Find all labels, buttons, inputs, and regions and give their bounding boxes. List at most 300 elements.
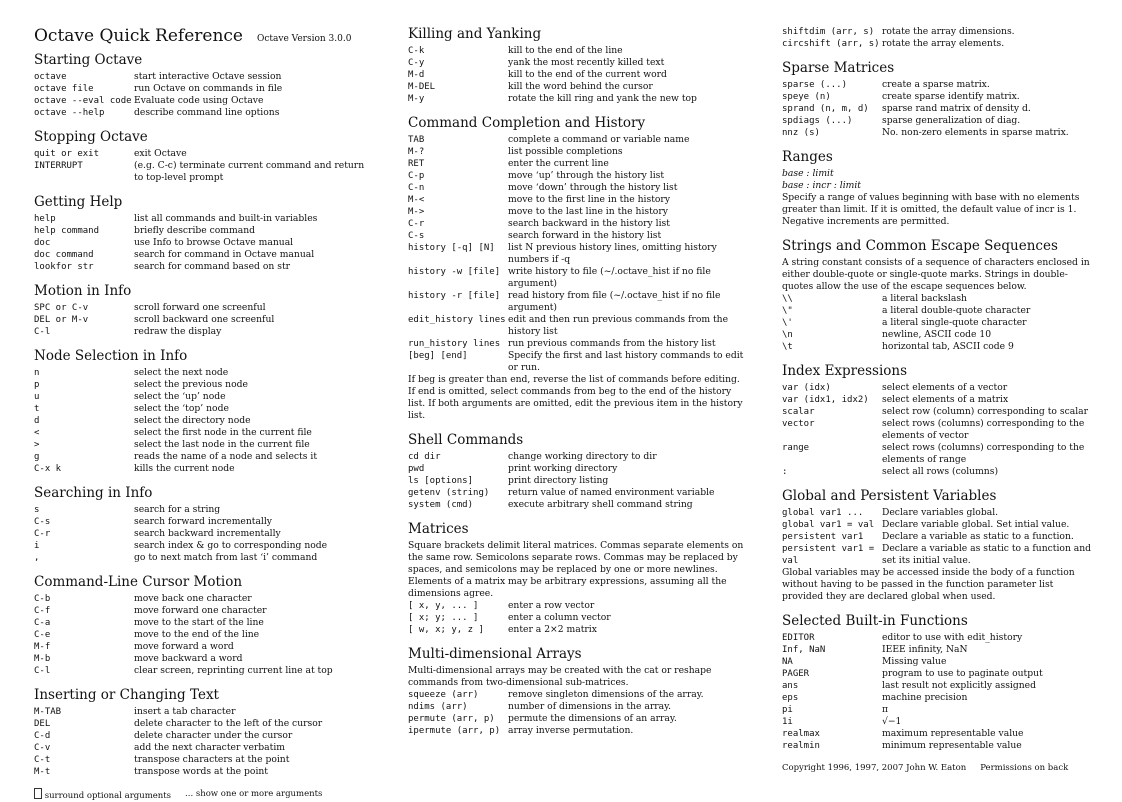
reference-row [782,519,1092,531]
reference-row [408,338,744,350]
section-title: Inserting or Changing Text [34,687,219,703]
reference-row [408,242,744,266]
command-description: run previous commands from the history list [508,338,716,349]
command-description: search for command in Octave manual [134,249,315,260]
reference-row [782,680,1092,692]
command-key: sprand (n, m, d) [782,104,869,114]
reference-row [408,713,744,725]
section-title: Stopping Octave [34,129,148,145]
section-title: Matrices [408,521,469,537]
reference-row [34,754,370,766]
command-description: move to the last line in the history [508,206,668,217]
command-description: rotate the array dimensions. [882,26,1015,37]
command-key: s [34,505,40,515]
command-description: execute arbitrary shell command string [508,499,693,510]
command-description: change working directory to dir [508,451,657,462]
command-key: > [34,440,40,450]
command-key: history -r [file] [408,291,501,301]
command-key: C-x k [34,464,62,474]
section-matrices [408,521,744,636]
reference-row [34,367,370,379]
command-key: \n [782,330,793,340]
column-1 [34,26,370,802]
reference-row [782,418,1092,442]
command-description: create sparse identify matrix. [882,91,1020,102]
reference-row [34,71,370,83]
command-key: lookfor str [34,262,94,272]
command-key: n [34,368,40,378]
command-description: briefly describe command [134,225,256,236]
command-description: kill to the end of the line [508,45,623,56]
section-paragraph: If beg is greater than end, reverse the list of commands before editing. If end is omitted, select commands from beg to the end of the history list. If both arguments are omitted, edit the previous item in the history list. [408,374,743,421]
command-key: M-> [408,207,425,217]
command-description: scroll forward one screenful [134,302,266,313]
reference-row [34,225,370,237]
section-paragraph: Square brackets delimit literal matrices. Commas separate elements on the same row. Semicolons separate rows. Commas may be replaced by spaces, and semicolons may be replaced by one or more newlines. Elements of a matrix may be arbitrary expressions, assuming all the dimensions agree. [408,540,744,599]
command-description: read history from file (~/.octave_hist if no file argument) [508,290,721,313]
command-description: permute the dimensions of an array. [508,713,677,724]
command-key: eps [782,693,799,703]
reference-row [782,394,1092,406]
command-description: rotate the kill ring and yank the new top [508,93,697,104]
command-description: print working directory [508,463,618,474]
command-description: Evaluate code using Octave [134,95,264,106]
reference-row [408,314,744,338]
command-description: Missing value [882,656,947,667]
section-shell-commands [408,432,744,511]
command-key: d [34,416,40,426]
command-key: C-l [34,666,51,676]
command-description: array inverse permutation. [508,725,634,736]
section-strings-and-common-escape-sequences [782,238,1092,353]
command-key: var (idx) [782,383,831,393]
command-description: machine precision [882,692,968,703]
command-key: octave --eval code [34,96,132,106]
command-description: select row (column) corresponding to scalar [882,406,1089,417]
reference-row [408,218,744,230]
reference-row [34,427,370,439]
command-key: pi [782,705,793,715]
reference-row [408,158,744,170]
command-description: enter a column vector [508,612,611,623]
reference-row [408,701,744,713]
command-key: [ w, x; y, z ] [408,625,484,635]
command-key: M-f [34,642,51,652]
section-title: Node Selection in Info [34,348,188,364]
command-description: Declare variables global. [882,507,999,518]
version-label: Octave Version 3.0.0 [256,34,352,44]
command-description: write history to file (~/.octave_hist if no file argument) [508,266,711,289]
section-title: Command-Line Cursor Motion [34,574,243,590]
command-key: \t [782,342,793,352]
section-paragraph: Specify a range of values beginning with base with no elements greater than limit. If it is omitted, the default value of incr is 1. Negative increments are permitted. [782,192,1080,227]
reference-row [34,641,370,653]
reference-row [408,134,744,146]
command-key: [ x; y; ... ] [408,613,479,623]
reference-row [408,266,744,290]
reference-row [408,290,744,314]
command-key: \' [782,318,793,328]
command-description: transpose words at the point [134,766,268,777]
command-key: < [34,428,40,438]
command-key: RET [408,159,425,169]
reference-row [34,540,370,552]
command-description: move back one character [134,593,252,604]
legend-row [34,788,370,802]
permissions-text: Permissions on back [980,763,1069,773]
command-description: exit Octave [134,148,187,159]
command-key: C-r [34,529,51,539]
command-description: insert a tab character [134,706,236,717]
reference-row [34,95,370,107]
command-description: maximum representable value [882,728,1024,739]
command-key: sparse (...) [782,80,848,90]
command-key: M-b [34,654,51,664]
command-description: a literal double-quote character [882,305,1031,316]
reference-row [782,406,1092,418]
command-key: SPC or C-v [34,303,89,313]
command-description: select the previous node [134,379,248,390]
command-key: M-y [408,94,425,104]
command-key: PAGER [782,669,810,679]
command-description: print directory listing [508,475,609,486]
command-key: \" [782,306,793,316]
command-description: move ‘up’ through the history list [508,170,665,181]
reference-row [408,69,744,81]
command-description: use Info to browse Octave manual [134,237,294,248]
command-description: return value of named environment variable [508,487,715,498]
reference-row [34,665,370,677]
command-key: [beg] [end] [408,351,468,361]
reference-row [34,314,370,326]
command-description: complete a command or variable name [508,134,690,145]
reference-row [408,230,744,242]
section-title: Motion in Info [34,283,132,299]
reference-row [782,543,1092,567]
reference-row [34,83,370,95]
title-row [34,26,370,46]
reference-row [34,766,370,778]
command-key: C-d [34,731,51,741]
command-description: describe command line options [134,107,280,118]
command-key: quit or exit [34,149,100,159]
command-key: u [34,392,40,402]
section-sparse-matrices [782,60,1092,139]
command-description: list N previous history lines, omitting history numbers if -q [508,242,717,265]
command-description: horizontal tab, ASCII code 9 [882,341,1014,352]
reference-row [408,194,744,206]
section-ranges [782,149,1092,228]
command-key: M-t [34,767,51,777]
reference-row [782,305,1092,317]
command-description: select all rows (columns) [882,466,999,477]
section-title: Searching in Info [34,485,153,501]
command-description: select the first node in the current file [134,427,312,438]
section-multi-dimensional-arrays [408,646,744,737]
command-key: Inf, NaN [782,645,826,655]
reference-row [408,45,744,57]
reference-row [782,716,1092,728]
range-syntax: base : incr : limit [782,180,861,191]
reference-row [34,415,370,427]
section-killing-and-yanking [408,26,744,105]
command-key: octave file [34,84,94,94]
command-description: Specify the first and last history commands to edit or run. [508,350,744,373]
reference-row [34,653,370,665]
reference-row [408,499,744,511]
section-title: Global and Persistent Variables [782,488,997,504]
command-description: start interactive Octave session [134,71,282,82]
reference-row [34,451,370,463]
command-key: edit_history lines [408,315,506,325]
command-key: getenv (string) [408,488,490,498]
command-description: number of dimensions in the array. [508,701,672,712]
page-title: Octave Quick Reference [34,26,243,46]
command-description: search for command based on str [134,261,291,272]
command-key: i [34,541,40,551]
command-description: delete character under the cursor [134,730,293,741]
command-description: Declare a variable as static to a function and set its initial value. [882,543,1092,566]
reference-row [34,403,370,415]
command-key: p [34,380,40,390]
reference-row [782,704,1092,716]
section-paragraph: Multi-dimensional arrays may be created with the cat or reshape commands from two-dimensional sub-matrices. [408,665,712,688]
command-key: octave --help [34,108,105,118]
command-description: sparse generalization of diag. [882,115,1021,126]
command-description: move to the end of the line [134,629,260,640]
command-key: g [34,452,40,462]
reference-row [408,475,744,487]
command-key: history -w [file] [408,267,501,277]
reference-row [782,127,1092,139]
command-key: t [34,404,40,414]
command-description: move to the first line in the history [508,194,671,205]
command-description: IEEE infinity, NaN [882,644,968,655]
reference-row [782,79,1092,91]
reference-row [34,742,370,754]
command-description: go to next match from last ‘i’ command [134,552,318,563]
command-key: system (cmd) [408,500,474,510]
reference-row [782,644,1092,656]
range-syntax: base : limit [782,168,834,179]
command-key: realmax [782,729,820,739]
command-description: Declare a variable as static to a function. [882,531,1074,542]
col2-sections [408,26,744,737]
reference-row [408,487,744,499]
command-key: realmin [782,741,820,751]
section-command-completion-and-history [408,115,744,422]
reference-row [34,516,370,528]
command-key: run_history lines [408,339,501,349]
command-key: DEL or M-v [34,315,89,325]
command-description: minimum representable value [882,740,1022,751]
command-description: search index & go to corresponding node [134,540,328,551]
reference-row [782,692,1092,704]
command-description: select the ‘top’ node [134,403,229,414]
command-key: \\ [782,294,793,304]
command-description: a literal backslash [882,293,967,304]
section-title: Sparse Matrices [782,60,895,76]
command-key: ipermute (arr, p) [408,726,501,736]
section-title: Ranges [782,149,833,165]
command-key: global var1 = val [782,520,875,530]
command-key: circshift (arr, s) [782,39,880,49]
command-key: C-l [34,327,51,337]
reference-row [782,115,1092,127]
section-paragraph: A string constant consists of a sequence of characters enclosed in either double-quote or single-quote marks. Strings in double-quotes allow the use of the escape sequences below. [782,257,1090,292]
section-cont-0 [782,26,1092,50]
command-key: C-a [34,618,51,628]
reference-row [782,466,1092,478]
command-key: help command [34,226,100,236]
reference-row [408,612,744,624]
command-key: scalar [782,407,815,417]
command-description: search backward in the history list [508,218,670,229]
section-paragraph: Global variables may be accessed inside the body of a function without having to be passed in the function parameter list provided they are declared global when used. [782,567,1075,602]
reference-row [408,146,744,158]
section-global-and-persistent-variables [782,488,1092,603]
ellipsis-legend: ... show one or more arguments [185,789,323,799]
section-title: Index Expressions [782,363,908,379]
command-key: C-v [34,743,51,753]
reference-row [34,148,370,160]
reference-row [782,740,1092,752]
command-description: select the next node [134,367,229,378]
col1-sections [34,52,370,778]
command-description: reads the name of a node and selects it [134,451,318,462]
command-description: enter a 2×2 matrix [508,624,597,635]
command-key: C-e [34,630,51,640]
command-description: move forward a word [134,641,234,652]
command-key: doc command [34,250,94,260]
section-stopping-octave [34,129,370,184]
section-inserting-or-changing-text [34,687,370,778]
reference-row [408,206,744,218]
command-description: yank the most recently killed text [508,57,665,68]
command-description: search backward incrementally [134,528,281,539]
reference-row [782,507,1092,519]
command-description: list all commands and built-in variables [134,213,318,224]
section-node-selection-in-info [34,348,370,475]
reference-row [782,632,1092,644]
command-key: C-y [408,58,425,68]
section-motion-in-info [34,283,370,338]
command-key: M-d [408,70,425,80]
command-key: C-b [34,594,51,604]
command-description: select the last node in the current file [134,439,310,450]
command-description: add the next character verbatim [134,742,285,753]
command-key: history [-q] [N] [408,243,495,253]
reference-row [34,249,370,261]
command-description: select the ‘up’ node [134,391,226,402]
section-title: Multi-dimensional Arrays [408,646,582,662]
command-description: rotate the array elements. [882,38,1005,49]
command-description: enter a row vector [508,600,595,611]
reference-row [34,302,370,314]
command-key: doc [34,238,51,248]
reference-row [34,439,370,451]
reference-row [34,261,370,273]
reference-row [34,528,370,540]
reference-row [408,600,744,612]
reference-row [34,629,370,641]
command-key: C-p [408,171,425,181]
reference-row [408,624,744,636]
command-key: TAB [408,135,425,145]
reference-row [408,689,744,701]
command-description: delete character to the left of the cursor [134,718,323,729]
command-description: Declare variable global. Set intial value. [882,519,1070,530]
command-description: create a sparse matrix. [882,79,990,90]
section-index-expressions [782,363,1092,478]
section-title: Shell Commands [408,432,524,448]
reference-row [408,81,744,93]
reference-row [34,605,370,617]
command-description: sparse rand matrix of density d. [882,103,1031,114]
command-key: vector [782,419,815,429]
reference-row [782,341,1092,353]
reference-row [782,293,1092,305]
copyright-text: Copyright 1996, 1997, 2007 John W. Eaton [782,763,967,773]
command-description: select rows (columns) corresponding to the elements of vector [882,418,1085,441]
reference-row [782,382,1092,394]
column-2 [408,26,744,747]
reference-row [34,160,370,184]
command-key: cd dir [408,452,441,462]
section-title: Strings and Common Escape Sequences [782,238,1058,254]
command-description: √−1 [882,716,902,727]
command-description: scroll backward one screenful [134,314,275,325]
reference-row [34,107,370,119]
command-key: 1i [782,717,793,727]
command-key: , [34,553,40,563]
command-description: editor to use with edit_history [882,632,1023,643]
reference-row [34,706,370,718]
reference-row [34,463,370,475]
command-key: M-< [408,195,425,205]
command-key: var (idx1, idx2) [782,395,869,405]
column-3 [782,26,1092,774]
command-description: kills the current node [134,463,235,474]
reference-row [782,317,1092,329]
command-key: INTERRUPT [34,161,83,171]
section-searching-in-info [34,485,370,564]
col3-sections [782,26,1092,752]
command-description: search forward incrementally [134,516,272,527]
command-key: C-s [408,231,425,241]
command-key: speye (n) [782,92,831,102]
command-key: C-r [408,219,425,229]
reference-row [782,103,1092,115]
reference-row [34,379,370,391]
reference-row [408,451,744,463]
command-key: shiftdim (arr, s) [782,27,875,37]
reference-row [408,350,744,374]
reference-row [34,730,370,742]
command-description: transpose characters at the point [134,754,290,765]
command-description: select the directory node [134,415,251,426]
reference-row [408,57,744,69]
section-title: Command Completion and History [408,115,646,131]
command-description: clear screen, reprinting current line at top [134,665,333,676]
bracket-icon [34,788,42,799]
section-title: Getting Help [34,194,123,210]
command-key: C-f [34,606,51,616]
command-description: search forward in the history list [508,230,662,241]
optional-legend: surround optional arguments [34,788,171,802]
reference-row [782,728,1092,740]
reference-row [34,391,370,403]
